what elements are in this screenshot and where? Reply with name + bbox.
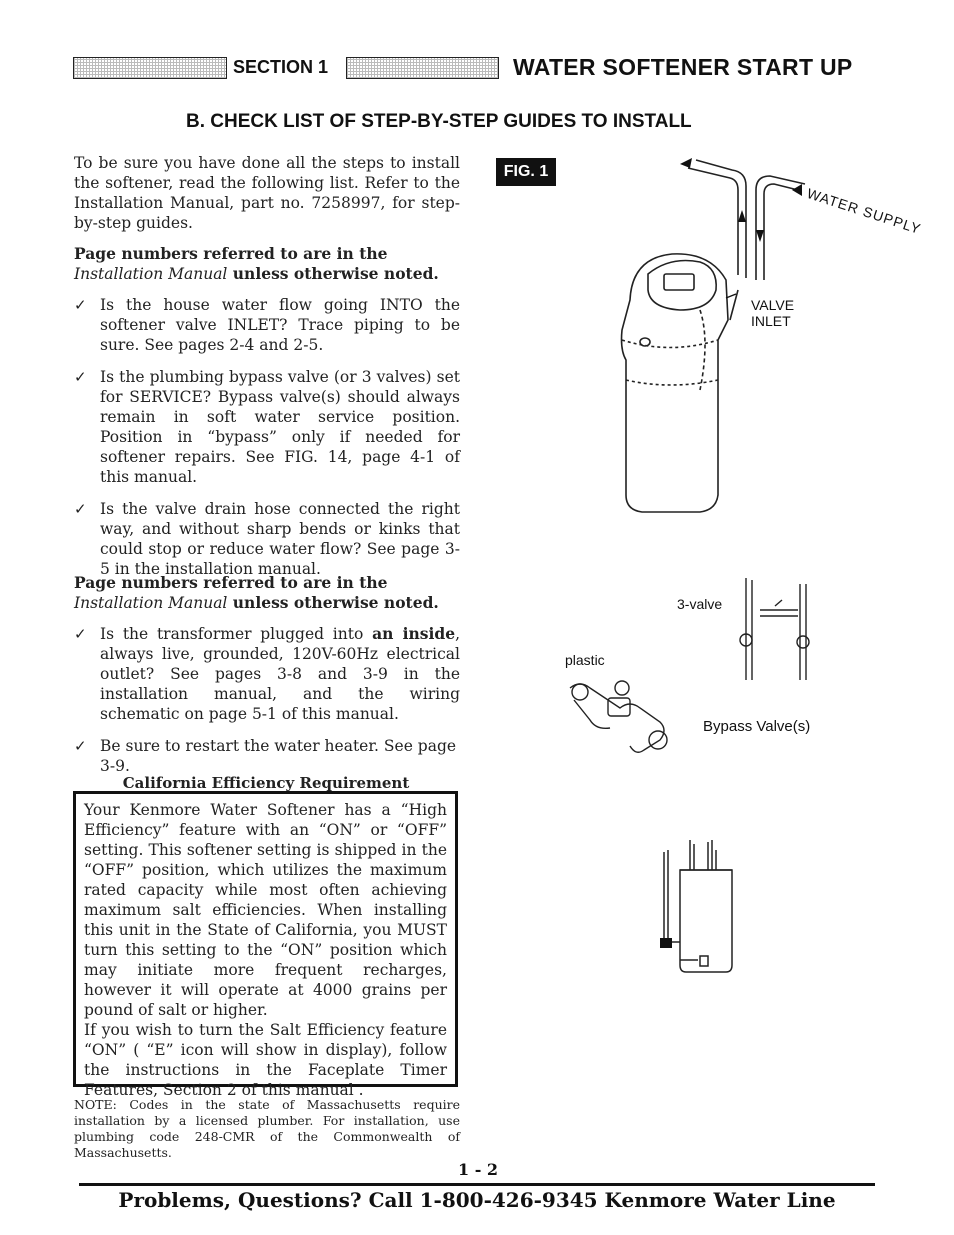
checklist-2 [74, 624, 460, 776]
page-number: 1 - 2 [458, 1160, 499, 1179]
note-heading-1: Page numbers referred to are in the Installation Manual unless otherwise noted. [74, 244, 439, 283]
list-item: ✓ Be sure to restart the water heater. See page 3-9. [74, 737, 457, 775]
arrow-icon [792, 184, 802, 196]
three-valve-label: 3-valve [677, 596, 723, 612]
plastic-label: plastic [565, 652, 605, 668]
list-item: ✓ Is the plumbing bypass valve (or 3 valves) set for SERVICE? Bypass valve(s) should always remain in soft water service position. Position in “bypass” only if needed for softener repairs. See FIG. 14, page 4-1 of this manual. [74, 368, 460, 486]
arrow-icon [738, 210, 746, 222]
section-label: SECTION 1 [233, 57, 329, 77]
footer-rule [79, 1183, 875, 1186]
arrow-icon [756, 230, 764, 242]
page-title: WATER SOFTENER START UP [513, 54, 853, 80]
footer-text: Problems, Questions? Call 1-800-426-9345 Kenmore Water Line [118, 1188, 836, 1212]
check-icon: ✓ [74, 737, 87, 755]
california-text: Your Kenmore Water Softener has a “High Efficiency” feature with an “ON” or “OFF” setting. This softener setting is shipped in the “OFF” position, which utilizes the maximum rated capacity while most often achieving maximum salt efficiencies. When installing this unit in the State of California, you MUST turn this setting to the “ON” position which may initiate more frequent recharges, however it will operate at 4000 grains per pound of salt or higher. [84, 801, 447, 1019]
check-icon: ✓ [74, 368, 87, 386]
list-item: ✓ Is the transformer plugged into an inside, always live, grounded, 120V-60Hz electrical outlet? See pages 3-8 and 3-9 in the installation manual, and the wiring schematic on page 5-1 of this manual. [74, 624, 460, 723]
list-item: ✓ Is the valve drain hose connected the right way, and without sharp bends or kinks that could stop or reduce water flow? See page 3-5 in the installation manual. [74, 500, 460, 578]
massachusetts-note: NOTE: Codes in the state of Massachusetts require installation by a licensed plumber. For installation, use plumbing code 248-CMR of the Commonwealth of Massachusetts. [74, 1097, 460, 1160]
figure-label: FIG. 1 [496, 158, 556, 186]
intro-paragraph: To be sure you have done all the steps to install the softener, read the following list. Refer to the Installation Manual, part no. 7258997, for step-by-step guides. [74, 154, 460, 232]
list-item: ✓ Is the house water flow going INTO the softener valve INLET? Trace piping to be sure. See pages 2-4 and 2-5. [74, 296, 460, 354]
section-subtitle: B. CHECK LIST OF STEP-BY-STEP GUIDES TO INSTALL [186, 111, 692, 132]
water-supply-label: WATER SUPPLY [805, 185, 924, 238]
note-heading-2: Page numbers referred to are in the Installation Manual unless otherwise noted. [74, 573, 439, 612]
check-icon: ✓ [74, 500, 87, 518]
california-box [73, 791, 458, 1099]
water-heater-illustration [650, 830, 750, 980]
check-icon: ✓ [74, 296, 87, 314]
california-heading: California Efficiency Requirement [122, 774, 410, 792]
valve-inlet-label: VALVE INLET [751, 297, 795, 329]
valve-icon [660, 938, 672, 948]
header-hatch-right [346, 57, 499, 79]
bypass-valve-label: Bypass Valve(s) [703, 718, 811, 735]
arrow-icon [680, 158, 692, 168]
california-text-2: If you wish to turn the Salt Efficiency feature “ON” ( “E” icon will show in display), follow the instructions in the Faceplate Timer Features, Section 2 of this manual . [84, 1021, 447, 1099]
check-icon: ✓ [74, 625, 87, 643]
header-hatch-left [73, 57, 227, 79]
checklist-1 [74, 295, 460, 579]
